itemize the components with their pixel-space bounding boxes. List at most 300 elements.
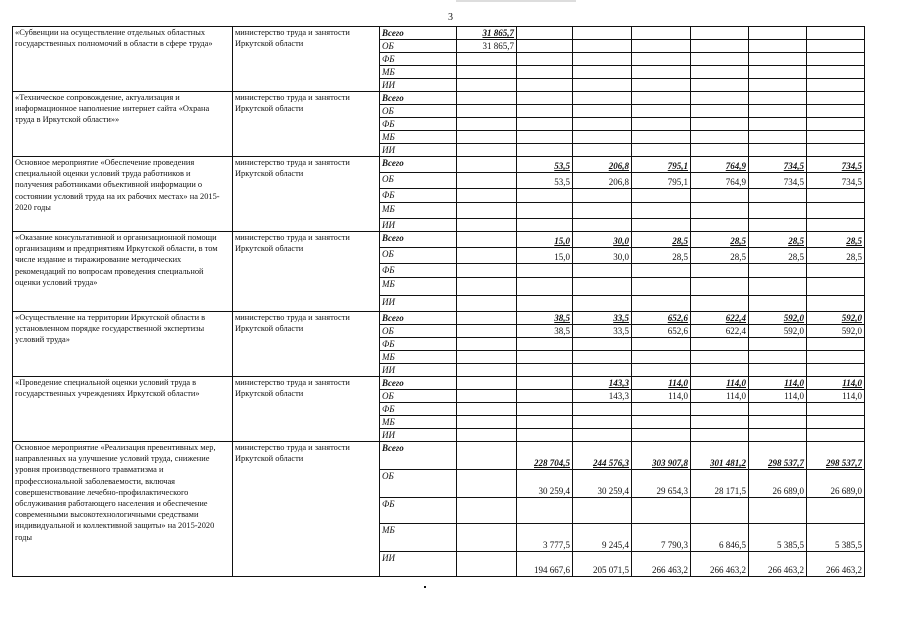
- amount-cell: 28,5: [632, 232, 691, 248]
- amount-cell: 622,4: [691, 325, 749, 338]
- funding-source-label: МБ: [380, 351, 457, 364]
- amount-cell: [807, 79, 865, 92]
- header-artifact: [456, 0, 576, 2]
- amount-cell: [749, 131, 807, 144]
- amount-cell: [457, 442, 517, 470]
- amount-cell: 592,0: [749, 312, 807, 325]
- amount-cell: 114,0: [632, 390, 691, 403]
- amount-cell: [517, 144, 573, 157]
- amount-cell: [573, 278, 632, 296]
- amount-cell: [632, 27, 691, 40]
- amount-cell: [517, 296, 573, 312]
- amount-cell: [632, 118, 691, 131]
- amount-cell: [632, 264, 691, 278]
- amount-cell: [749, 27, 807, 40]
- measure-description: «Техническое сопровождение, актуализация и информационное наполнение интернет сайта «Охрана труда в Иркутской области»»: [13, 92, 233, 157]
- measure-description: «Проведение специальной оценки условий труда в государственных учреждениях Иркутской области»: [13, 377, 233, 442]
- amount-cell: [749, 219, 807, 232]
- amount-cell: [807, 105, 865, 118]
- funding-source-label: МБ: [380, 66, 457, 79]
- scan-dot: [424, 586, 426, 588]
- amount-cell: 228 704,5: [517, 442, 573, 470]
- amount-cell: 26 689,0: [807, 470, 865, 498]
- amount-cell: [691, 351, 749, 364]
- amount-cell: [457, 232, 517, 248]
- amount-cell: [691, 118, 749, 131]
- amount-cell: [457, 53, 517, 66]
- amount-cell: 114,0: [691, 390, 749, 403]
- amount-cell: [691, 105, 749, 118]
- amount-cell: [573, 66, 632, 79]
- measure-executor: министерство труда и занятости Иркутской области: [233, 157, 380, 232]
- amount-cell: [749, 296, 807, 312]
- amount-cell: [749, 403, 807, 416]
- amount-cell: [457, 278, 517, 296]
- amount-cell: 795,1: [632, 173, 691, 189]
- measure-executor: министерство труда и занятости Иркутской области: [233, 312, 380, 377]
- funding-source-label: Всего: [380, 312, 457, 325]
- amount-cell: [517, 264, 573, 278]
- amount-cell: [632, 351, 691, 364]
- amount-cell: [749, 189, 807, 203]
- amount-cell: [517, 351, 573, 364]
- amount-cell: 28,5: [749, 248, 807, 264]
- amount-cell: [632, 79, 691, 92]
- amount-cell: [749, 144, 807, 157]
- amount-cell: [573, 416, 632, 429]
- amount-cell: [457, 219, 517, 232]
- amount-cell: [749, 105, 807, 118]
- amount-cell: 7 790,3: [632, 524, 691, 552]
- amount-cell: 622,4: [691, 312, 749, 325]
- amount-cell: [457, 390, 517, 403]
- amount-cell: [632, 278, 691, 296]
- amount-cell: [632, 189, 691, 203]
- amount-cell: [457, 429, 517, 442]
- funding-source-label: ФБ: [380, 403, 457, 416]
- amount-cell: [749, 416, 807, 429]
- amount-cell: [457, 364, 517, 377]
- amount-cell: 298 537,7: [807, 442, 865, 470]
- amount-cell: [517, 105, 573, 118]
- amount-cell: [573, 144, 632, 157]
- funding-source-label: ФБ: [380, 338, 457, 351]
- amount-cell: [807, 219, 865, 232]
- amount-cell: 28,5: [807, 248, 865, 264]
- amount-cell: [749, 351, 807, 364]
- page-number: 3: [448, 12, 453, 23]
- amount-cell: 30 259,4: [573, 470, 632, 498]
- amount-cell: [691, 144, 749, 157]
- amount-cell: [457, 79, 517, 92]
- amount-cell: [573, 429, 632, 442]
- measure-total-row: [13, 157, 865, 173]
- amount-cell: [457, 377, 517, 390]
- amount-cell: [749, 79, 807, 92]
- amount-cell: [632, 131, 691, 144]
- amount-cell: [749, 40, 807, 53]
- budget-table: [12, 26, 865, 577]
- amount-cell: [573, 219, 632, 232]
- amount-cell: 26 689,0: [749, 470, 807, 498]
- amount-cell: 38,5: [517, 312, 573, 325]
- amount-cell: 298 537,7: [749, 442, 807, 470]
- amount-cell: [632, 105, 691, 118]
- amount-cell: [691, 403, 749, 416]
- funding-source-label: ИИ: [380, 219, 457, 232]
- amount-cell: 592,0: [807, 325, 865, 338]
- funding-source-label: ИИ: [380, 552, 457, 577]
- amount-cell: 114,0: [749, 390, 807, 403]
- amount-cell: [573, 351, 632, 364]
- measure-total-row: [13, 92, 865, 105]
- amount-cell: [691, 429, 749, 442]
- amount-cell: [517, 92, 573, 105]
- amount-cell: [807, 498, 865, 524]
- amount-cell: 266 463,2: [807, 552, 865, 577]
- amount-cell: 31 865,7: [457, 40, 517, 53]
- amount-cell: 206,8: [573, 157, 632, 173]
- amount-cell: 53,5: [517, 173, 573, 189]
- amount-cell: 194 667,6: [517, 552, 573, 577]
- funding-source-label: Всего: [380, 157, 457, 173]
- amount-cell: [457, 66, 517, 79]
- amount-cell: [632, 429, 691, 442]
- amount-cell: [749, 498, 807, 524]
- amount-cell: 3 777,5: [517, 524, 573, 552]
- amount-cell: [691, 278, 749, 296]
- amount-cell: [807, 144, 865, 157]
- measure-total-row: [13, 232, 865, 248]
- amount-cell: [457, 338, 517, 351]
- amount-cell: 28,5: [691, 232, 749, 248]
- amount-cell: [691, 27, 749, 40]
- amount-cell: [517, 416, 573, 429]
- amount-cell: [457, 403, 517, 416]
- amount-cell: 15,0: [517, 248, 573, 264]
- funding-source-label: ИИ: [380, 79, 457, 92]
- amount-cell: 114,0: [691, 377, 749, 390]
- amount-cell: 764,9: [691, 157, 749, 173]
- amount-cell: 28,5: [807, 232, 865, 248]
- amount-cell: [691, 498, 749, 524]
- funding-source-label: ОБ: [380, 390, 457, 403]
- amount-cell: [573, 79, 632, 92]
- measure-description: Основное мероприятие «Обеспечение проведения специальной оценки условий труда работников и получения работниками объективной информации о состоянии условий труда на их рабочих местах» на 2015-2020 годы: [13, 157, 233, 232]
- amount-cell: [632, 364, 691, 377]
- amount-cell: [573, 403, 632, 416]
- amount-cell: [691, 40, 749, 53]
- amount-cell: [632, 53, 691, 66]
- amount-cell: [573, 296, 632, 312]
- measure-executor: министерство труда и занятости Иркутской области: [233, 377, 380, 442]
- amount-cell: [807, 40, 865, 53]
- amount-cell: [457, 470, 517, 498]
- amount-cell: [573, 189, 632, 203]
- amount-cell: 6 846,5: [691, 524, 749, 552]
- amount-cell: [573, 53, 632, 66]
- amount-cell: [457, 173, 517, 189]
- amount-cell: 266 463,2: [749, 552, 807, 577]
- measure-description: Основное мероприятие «Реализация превентивных мер, направленных на улучшение условий труда, снижение уровня производственного травматизма и профессиональной заболеваемости, включая совершенствование лечебно-профилактического обслуживания работающего населения и обеспечение современными высокотехнологичными средствами индивидуальной и коллективной защиты» на 2015-2020 годы: [13, 442, 233, 577]
- amount-cell: [632, 498, 691, 524]
- amount-cell: 795,1: [632, 157, 691, 173]
- amount-cell: [517, 118, 573, 131]
- amount-cell: [517, 79, 573, 92]
- amount-cell: 205 071,5: [573, 552, 632, 577]
- amount-cell: [807, 429, 865, 442]
- amount-cell: [749, 66, 807, 79]
- amount-cell: [517, 278, 573, 296]
- amount-cell: 266 463,2: [632, 552, 691, 577]
- amount-cell: 30,0: [573, 248, 632, 264]
- amount-cell: [573, 338, 632, 351]
- amount-cell: [517, 219, 573, 232]
- amount-cell: [457, 248, 517, 264]
- funding-source-label: Всего: [380, 27, 457, 40]
- amount-cell: 764,9: [691, 173, 749, 189]
- measure-total-row: [13, 442, 865, 470]
- amount-cell: [517, 189, 573, 203]
- amount-cell: [807, 403, 865, 416]
- amount-cell: [807, 66, 865, 79]
- funding-source-label: МБ: [380, 203, 457, 219]
- measure-total-row: [13, 377, 865, 390]
- funding-source-label: ФБ: [380, 189, 457, 203]
- amount-cell: [691, 203, 749, 219]
- amount-cell: [691, 53, 749, 66]
- funding-source-label: МБ: [380, 416, 457, 429]
- funding-source-label: Всего: [380, 377, 457, 390]
- amount-cell: 244 576,3: [573, 442, 632, 470]
- amount-cell: 15,0: [517, 232, 573, 248]
- amount-cell: [573, 203, 632, 219]
- amount-cell: [517, 53, 573, 66]
- funding-source-label: ИИ: [380, 296, 457, 312]
- amount-cell: [517, 377, 573, 390]
- amount-cell: [807, 296, 865, 312]
- amount-cell: [807, 118, 865, 131]
- amount-cell: 114,0: [807, 390, 865, 403]
- amount-cell: [632, 144, 691, 157]
- amount-cell: [807, 278, 865, 296]
- amount-cell: [457, 105, 517, 118]
- amount-cell: [632, 219, 691, 232]
- amount-cell: [573, 264, 632, 278]
- funding-source-label: ОБ: [380, 470, 457, 498]
- amount-cell: [632, 296, 691, 312]
- amount-cell: [517, 338, 573, 351]
- amount-cell: [749, 203, 807, 219]
- amount-cell: [749, 92, 807, 105]
- funding-source-label: МБ: [380, 131, 457, 144]
- amount-cell: [691, 66, 749, 79]
- amount-cell: [457, 325, 517, 338]
- amount-cell: [691, 131, 749, 144]
- amount-cell: [691, 92, 749, 105]
- amount-cell: [807, 27, 865, 40]
- funding-source-label: Всего: [380, 442, 457, 470]
- amount-cell: [691, 219, 749, 232]
- amount-cell: 28,5: [691, 248, 749, 264]
- amount-cell: [632, 92, 691, 105]
- amount-cell: [517, 364, 573, 377]
- amount-cell: [749, 264, 807, 278]
- amount-cell: [632, 66, 691, 79]
- measure-description: «Оказание консультативной и организационной помощи организациям и предприятиям Иркутской области, в том числе издание и тиражирование методических рекомендаций по вопросам проведения специальной оценки условий труда»: [13, 232, 233, 312]
- amount-cell: 734,5: [749, 173, 807, 189]
- amount-cell: [632, 416, 691, 429]
- funding-source-label: ОБ: [380, 105, 457, 118]
- funding-source-label: ФБ: [380, 264, 457, 278]
- amount-cell: [632, 403, 691, 416]
- amount-cell: [807, 53, 865, 66]
- funding-source-label: ОБ: [380, 40, 457, 53]
- measure-executor: министерство труда и занятости Иркутской области: [233, 232, 380, 312]
- amount-cell: 734,5: [807, 157, 865, 173]
- amount-cell: [807, 203, 865, 219]
- amount-cell: [632, 203, 691, 219]
- amount-cell: [807, 416, 865, 429]
- amount-cell: 38,5: [517, 325, 573, 338]
- measure-total-row: [13, 27, 865, 40]
- amount-cell: [691, 296, 749, 312]
- amount-cell: 592,0: [807, 312, 865, 325]
- amount-cell: 592,0: [749, 325, 807, 338]
- amount-cell: [807, 189, 865, 203]
- amount-cell: [749, 364, 807, 377]
- amount-cell: [517, 498, 573, 524]
- amount-cell: [517, 66, 573, 79]
- amount-cell: 734,5: [749, 157, 807, 173]
- amount-cell: [457, 552, 517, 577]
- amount-cell: [517, 203, 573, 219]
- amount-cell: 114,0: [807, 377, 865, 390]
- amount-cell: 652,6: [632, 325, 691, 338]
- funding-source-label: ОБ: [380, 173, 457, 189]
- amount-cell: 30 259,4: [517, 470, 573, 498]
- amount-cell: [573, 105, 632, 118]
- amount-cell: [573, 498, 632, 524]
- amount-cell: [573, 40, 632, 53]
- amount-cell: 53,5: [517, 157, 573, 173]
- amount-cell: [573, 92, 632, 105]
- funding-source-label: ФБ: [380, 498, 457, 524]
- measure-executor: министерство труда и занятости Иркутской области: [233, 27, 380, 92]
- amount-cell: 28 171,5: [691, 470, 749, 498]
- amount-cell: [457, 189, 517, 203]
- measure-executor: министерство труда и занятости Иркутской области: [233, 442, 380, 577]
- funding-source-label: ОБ: [380, 325, 457, 338]
- amount-cell: [691, 189, 749, 203]
- amount-cell: [457, 524, 517, 552]
- amount-cell: [457, 92, 517, 105]
- measure-executor: министерство труда и занятости Иркутской области: [233, 92, 380, 157]
- amount-cell: 206,8: [573, 173, 632, 189]
- amount-cell: [457, 351, 517, 364]
- amount-cell: [517, 390, 573, 403]
- amount-cell: [691, 338, 749, 351]
- amount-cell: [749, 118, 807, 131]
- amount-cell: [632, 338, 691, 351]
- funding-source-label: ОБ: [380, 248, 457, 264]
- amount-cell: [457, 416, 517, 429]
- funding-source-label: ИИ: [380, 364, 457, 377]
- amount-cell: [457, 312, 517, 325]
- amount-cell: 143,3: [573, 390, 632, 403]
- amount-cell: [457, 203, 517, 219]
- amount-cell: [749, 278, 807, 296]
- amount-cell: [457, 131, 517, 144]
- amount-cell: 734,5: [807, 173, 865, 189]
- amount-cell: [517, 403, 573, 416]
- amount-cell: 303 907,8: [632, 442, 691, 470]
- amount-cell: [457, 296, 517, 312]
- amount-cell: [573, 364, 632, 377]
- amount-cell: 5 385,5: [749, 524, 807, 552]
- funding-source-label: ФБ: [380, 118, 457, 131]
- measure-total-row: [13, 312, 865, 325]
- amount-cell: [749, 53, 807, 66]
- amount-cell: [807, 264, 865, 278]
- amount-cell: [457, 118, 517, 131]
- amount-cell: [457, 264, 517, 278]
- amount-cell: 30,0: [573, 232, 632, 248]
- amount-cell: 31 865,7: [457, 27, 517, 40]
- funding-source-label: Всего: [380, 92, 457, 105]
- amount-cell: [573, 118, 632, 131]
- amount-cell: [457, 498, 517, 524]
- amount-cell: 114,0: [632, 377, 691, 390]
- amount-cell: [749, 429, 807, 442]
- amount-cell: 266 463,2: [691, 552, 749, 577]
- amount-cell: [807, 364, 865, 377]
- amount-cell: [691, 364, 749, 377]
- funding-source-label: МБ: [380, 278, 457, 296]
- amount-cell: [517, 27, 573, 40]
- amount-cell: 29 654,3: [632, 470, 691, 498]
- measure-description: «Субвенции на осуществление отдельных областных государственных полномочий в области в сфере труда»: [13, 27, 233, 92]
- funding-source-label: ФБ: [380, 53, 457, 66]
- amount-cell: [517, 131, 573, 144]
- amount-cell: [691, 416, 749, 429]
- funding-source-label: ИИ: [380, 429, 457, 442]
- amount-cell: 33,5: [573, 325, 632, 338]
- amount-cell: [573, 27, 632, 40]
- amount-cell: [517, 40, 573, 53]
- measure-description: «Осуществление на территории Иркутской области в установленном порядке государственной экспертизы условий труда»: [13, 312, 233, 377]
- amount-cell: [457, 144, 517, 157]
- amount-cell: 5 385,5: [807, 524, 865, 552]
- amount-cell: [807, 131, 865, 144]
- amount-cell: [573, 131, 632, 144]
- amount-cell: 28,5: [749, 232, 807, 248]
- amount-cell: 143,3: [573, 377, 632, 390]
- amount-cell: [457, 157, 517, 173]
- amount-cell: [807, 351, 865, 364]
- amount-cell: [691, 264, 749, 278]
- amount-cell: [691, 79, 749, 92]
- amount-cell: 33,5: [573, 312, 632, 325]
- amount-cell: [749, 338, 807, 351]
- funding-source-label: МБ: [380, 524, 457, 552]
- amount-cell: 652,6: [632, 312, 691, 325]
- amount-cell: [807, 92, 865, 105]
- amount-cell: 9 245,4: [573, 524, 632, 552]
- amount-cell: [632, 40, 691, 53]
- amount-cell: [517, 429, 573, 442]
- funding-source-label: Всего: [380, 232, 457, 248]
